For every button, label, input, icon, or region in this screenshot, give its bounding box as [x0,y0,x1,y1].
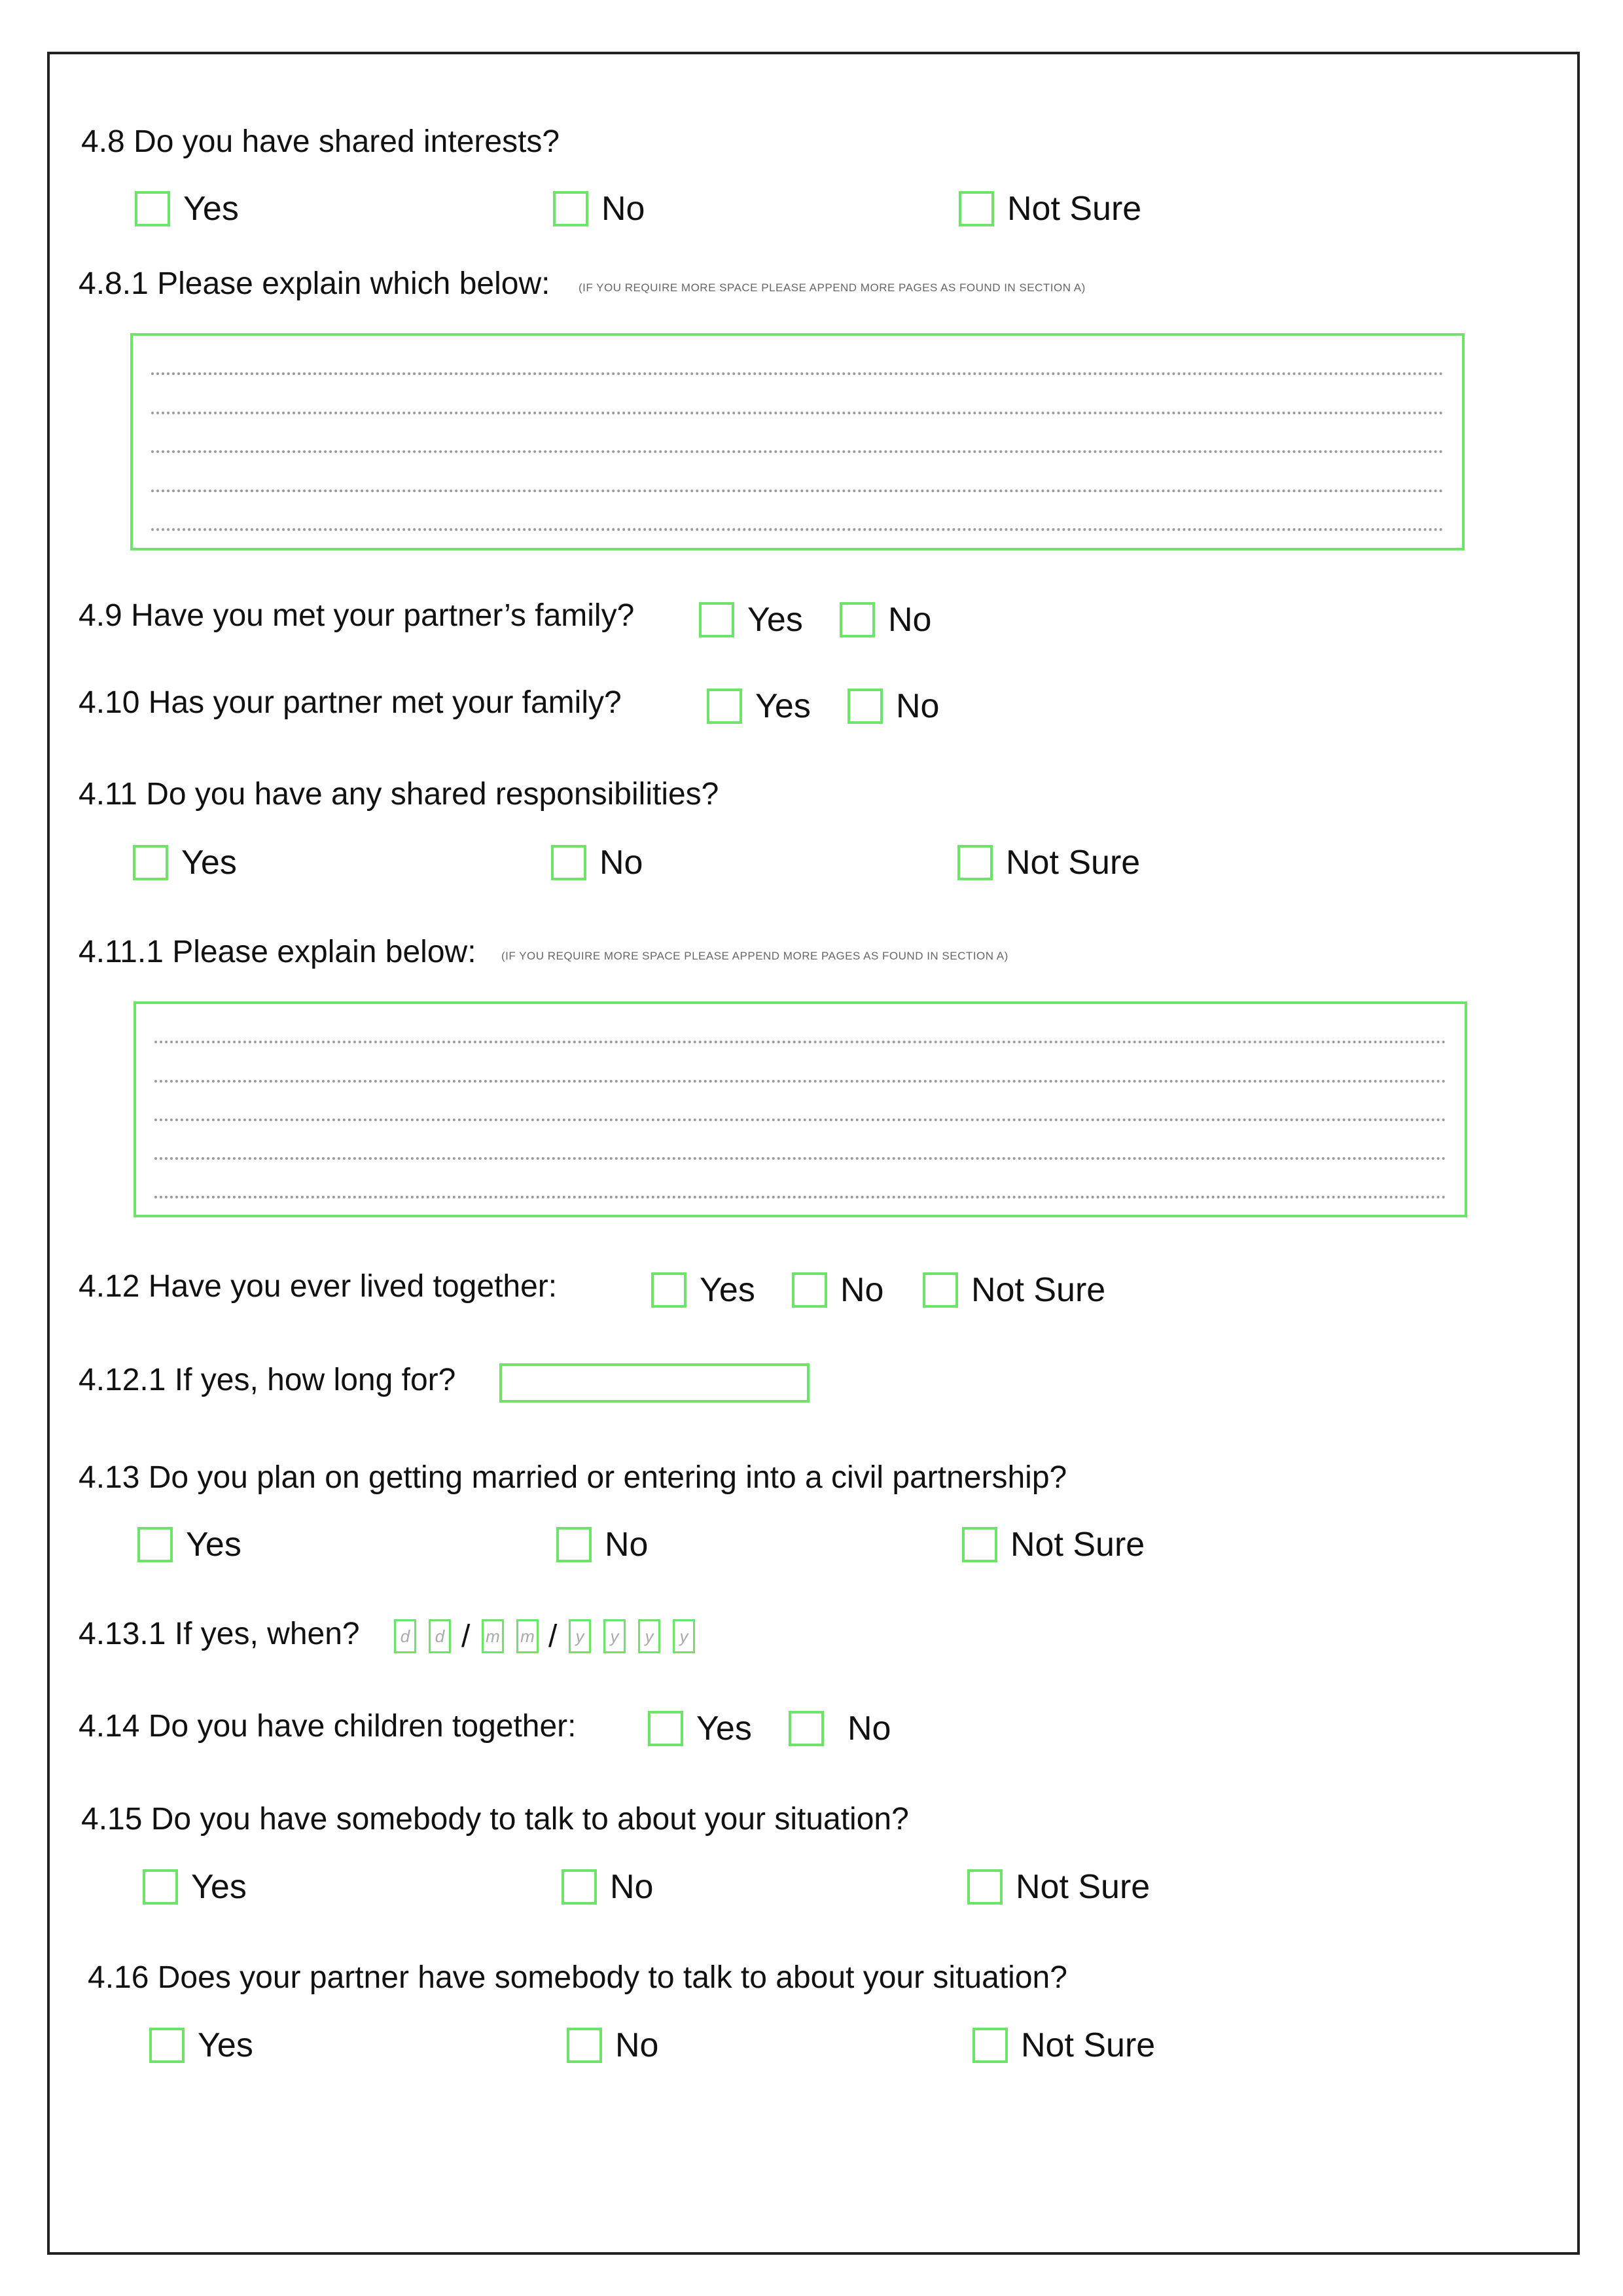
writing-line [154,1080,1446,1083]
option-label: No [896,687,940,725]
writing-line [154,1041,1446,1043]
checkbox[interactable] [699,602,734,637]
year-digit-1[interactable]: y [569,1619,591,1653]
question-4-8-1: 4.8.1 Please explain which below: [79,266,550,301]
checkbox[interactable] [135,191,170,226]
question-4-8: 4.8 Do you have shared interests? [81,124,560,159]
question-4-10: 4.10 Has your partner met your family? [79,685,622,720]
option-label: Not Sure [1016,1868,1150,1906]
option-label: Yes [183,190,239,228]
checkbox[interactable] [143,1869,178,1905]
question-4-13-1: 4.13.1 If yes, when? [79,1617,360,1651]
year-digit-2[interactable]: y [603,1619,626,1653]
checkbox[interactable] [556,1527,592,1562]
question-4-15: 4.15 Do you have somebody to talk to about your situation? [81,1802,909,1837]
option-label: Not Sure [1021,2026,1156,2064]
option-label: No [888,601,932,639]
question-4-9: 4.9 Have you met your partner’s family? [79,598,635,633]
q4-13-yes-option[interactable] [137,1527,241,1562]
option-label: Yes [198,2026,253,2064]
q4-11-yes-option[interactable] [133,845,237,880]
option-label: Not Sure [1006,844,1141,882]
checkbox[interactable] [847,689,883,724]
option-label: No [610,1868,654,1906]
q4-10-yes-option[interactable] [707,689,811,724]
q4-12-not-sure-option[interactable] [923,1272,1105,1308]
option-label: No [840,1271,884,1309]
checkbox[interactable] [133,845,168,880]
q4-11-1-space-note: (IF YOU REQUIRE MORE SPACE PLEASE APPEND MORE PAGES AS FOUND IN SECTION A) [501,950,1008,962]
option-label: Yes [191,1868,247,1906]
question-4-16: 4.16 Does your partner have somebody to talk to about your situation? [88,1960,1067,1995]
day-digit-2[interactable]: d [429,1619,451,1653]
question-4-11: 4.11 Do you have any shared responsibilities? [79,777,719,812]
checkbox[interactable] [959,191,994,226]
option-label: Not Sure [1007,190,1142,228]
q4-8-yes-option[interactable] [135,191,239,226]
question-4-12-1: 4.12.1 If yes, how long for? [79,1363,456,1397]
q4-9-no-option[interactable] [840,602,931,637]
writing-line [151,372,1444,375]
q4-16-not-sure-option[interactable] [972,2028,1155,2063]
option-label: Yes [755,687,811,725]
checkbox[interactable] [789,1711,824,1746]
q4-11-no-option[interactable] [551,845,643,880]
option-label: Yes [186,1526,241,1564]
q4-15-not-sure-option[interactable] [967,1869,1150,1905]
q4-9-yes-option[interactable] [699,602,803,637]
checkbox[interactable] [707,689,742,724]
q4-15-yes-option[interactable] [143,1869,247,1905]
writing-line [151,528,1444,531]
option-label: No [601,190,645,228]
q4-8-no-option[interactable] [553,191,645,226]
question-4-12: 4.12 Have you ever lived together: [79,1269,558,1304]
option-label: No [615,2026,659,2064]
option-label: Yes [181,844,237,882]
checkbox[interactable] [923,1272,958,1308]
checkbox[interactable] [967,1869,1003,1905]
q4-8-not-sure-option[interactable] [959,191,1141,226]
q4-14-yes-option[interactable] [648,1711,752,1746]
checkbox[interactable] [562,1869,597,1905]
option-label: Not Sure [971,1271,1106,1309]
date-separator: / [461,1619,471,1654]
q4-8-1-textarea[interactable] [130,333,1465,550]
option-label: No [605,1526,649,1564]
writing-line [151,450,1444,453]
duration-input[interactable] [499,1363,810,1403]
checkbox[interactable] [840,602,875,637]
q4-13-not-sure-option[interactable] [962,1527,1145,1562]
q4-11-1-textarea[interactable] [134,1001,1467,1217]
month-digit-2[interactable]: m [516,1619,539,1653]
option-label: Yes [696,1710,752,1748]
writing-line [154,1196,1446,1198]
option-label: Yes [747,601,803,639]
checkbox[interactable] [962,1527,997,1562]
q4-12-yes-option[interactable] [651,1272,755,1308]
checkbox[interactable] [553,191,588,226]
option-label: No [847,1710,891,1748]
question-4-13: 4.13 Do you plan on getting married or entering into a civil partnership? [79,1460,1067,1495]
q4-15-no-option[interactable] [562,1869,653,1905]
question-4-14: 4.14 Do you have children together: [79,1709,577,1744]
q4-16-no-option[interactable] [567,2028,658,2063]
writing-line [151,412,1444,414]
checkbox[interactable] [648,1711,683,1746]
option-label: Yes [700,1271,755,1309]
q4-12-no-option[interactable] [792,1272,883,1308]
checkbox[interactable] [792,1272,827,1308]
year-digit-4[interactable]: y [673,1619,695,1653]
q4-8-1-space-note: (IF YOU REQUIRE MORE SPACE PLEASE APPEND MORE PAGES AS FOUND IN SECTION A) [579,281,1086,294]
checkbox[interactable] [651,1272,687,1308]
option-label: Not Sure [1010,1526,1145,1564]
question-4-11-1: 4.11.1 Please explain below: [79,935,476,969]
date-separator: / [548,1619,558,1654]
month-digit-1[interactable]: m [482,1619,504,1653]
checkbox[interactable] [137,1527,173,1562]
writing-line [151,490,1444,492]
checkbox[interactable] [972,2028,1008,2063]
q4-14-no-option[interactable] [789,1711,891,1746]
q4-16-yes-option[interactable] [149,2028,253,2063]
writing-line [154,1157,1446,1160]
year-digit-3[interactable]: y [638,1619,660,1653]
checkbox[interactable] [567,2028,602,2063]
checkbox[interactable] [149,2028,185,2063]
checkbox[interactable] [957,845,993,880]
q4-10-no-option[interactable] [847,689,939,724]
q4-13-no-option[interactable] [556,1527,648,1562]
day-digit-1[interactable]: d [394,1619,416,1653]
q4-11-not-sure-option[interactable] [957,845,1140,880]
checkbox[interactable] [551,845,586,880]
option-label: No [599,844,643,882]
writing-line [154,1119,1446,1121]
